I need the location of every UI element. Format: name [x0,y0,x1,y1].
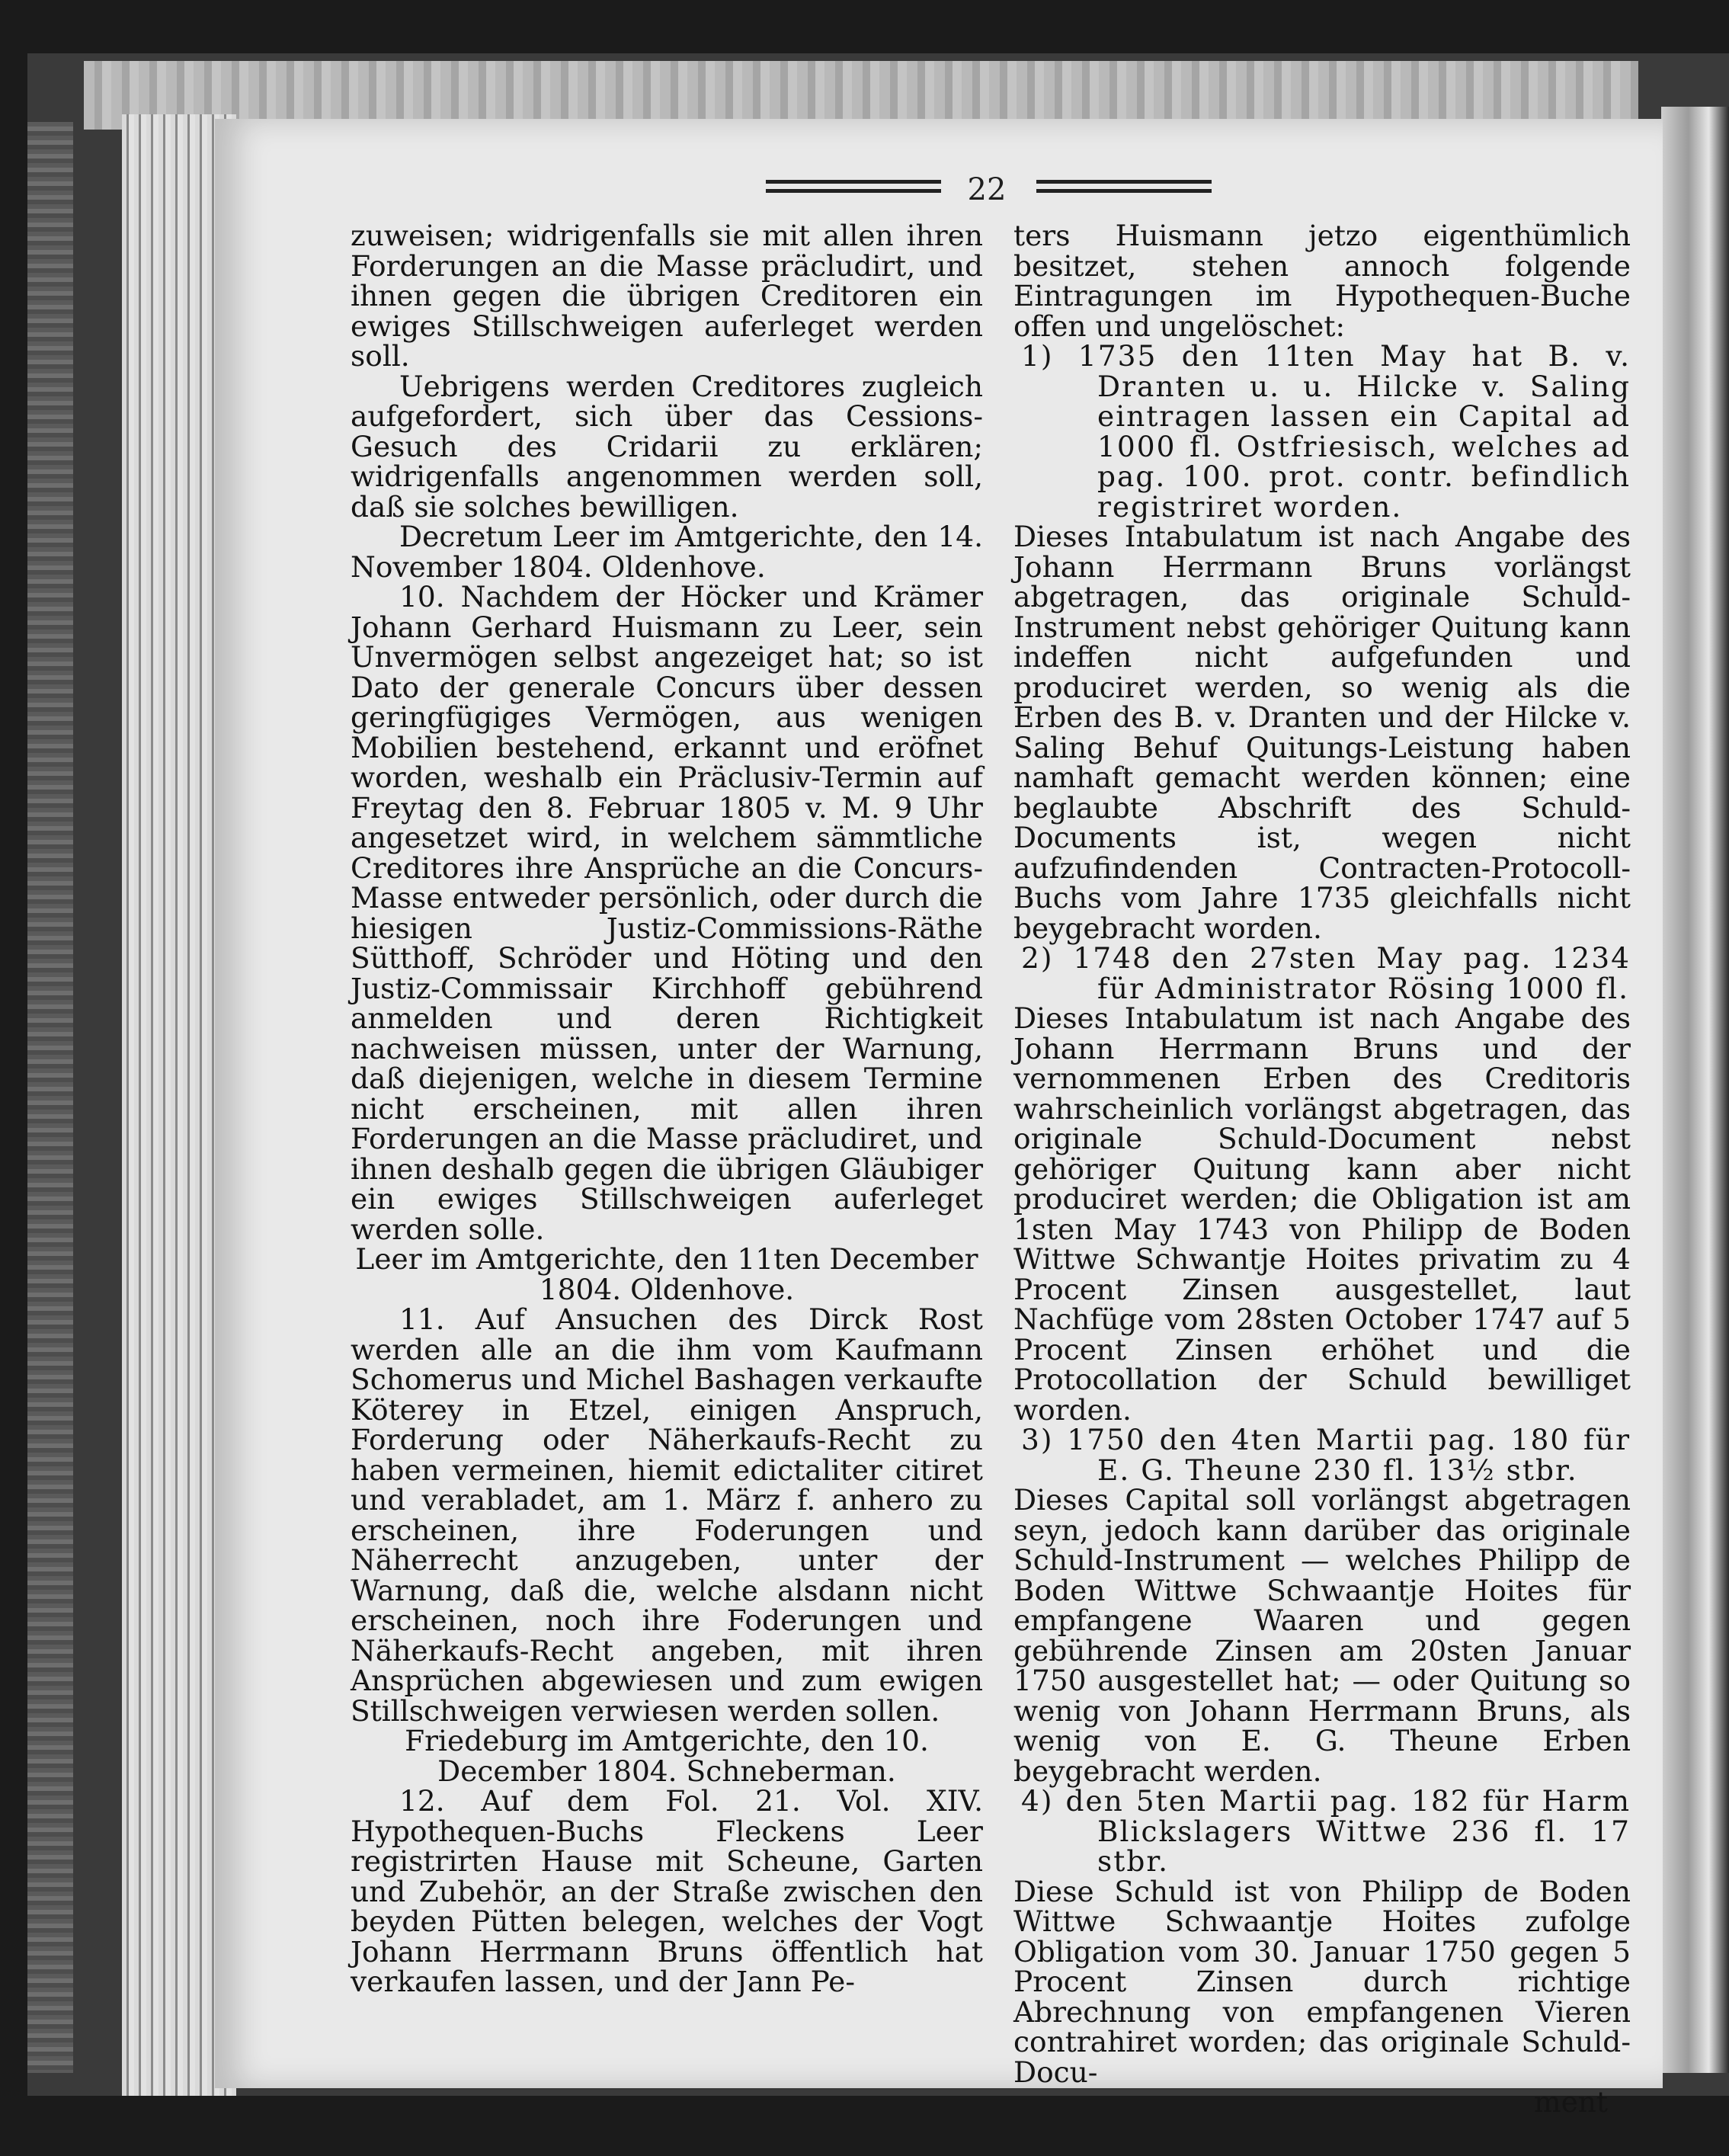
paragraph: Dieses Capital soll vorlängst abgetragen seyn, jedoch kann darüber das originale Schuld-Instrument — welches Philipp de Boden Wittwe Schwaantje Hoites für empfangene Waaren und gegen gebührende Zinsen am 20sten Januar 1750 ausgestellet hat; — oder Quitung so wenig von Johann Herrmann Bruns, als wenig von E. G. Theune Erben beygebracht werden. [1013,1483,1631,1788]
right-column [1013,221,1631,2118]
paragraph: ters Huismann jetzo eigenthümlich besitzet, stehen annoch folgende Eintragungen im Hypothequen-Buche offen und ungelöschet: [1013,219,1631,343]
page-right-edges [1661,107,1729,2073]
paragraph: Dieses Intabulatum ist nach Angabe des Johann Herrmann Bruns vorlängst abgetragen, das originale Schuld-Instrument nebst gehöriger Quitung kann indeffen nicht aufgefunden und produciret werden, so wenig als die Erben des B. v. Dranten und der Hilcke v. Saling Behuf Quitungs-Leistung haben namhaft gemacht werden können; eine beglaubte Abschrift des Schuld-Documents ist, wegen nicht aufzufindenden Contracten-Protocoll-Buchs vom Jahre 1735 gleichfalls nicht beygebracht worden. [1013,520,1631,945]
header-rule-left-2 [766,189,941,193]
paragraph: Dieses Intabulatum ist nach Angabe des Johann Herrmann Bruns und der vernommenen Erben des Creditoris wahrscheinlich vorlängst abgetragen, das originale Schuld-Document nebst gehöriger Quitung kann aber nicht produciret werden; die Obligation ist am 1sten May 1743 von Philipp de Boden Wittwe Schwantje Hoites privatim zu 4 Procent Zinsen ausgestellet, laut Nachfüge vom 28sten October 1747 auf 5 Procent Zinsen erhöhet und die Protocollation der Schuld bewilliget worden. [1013,1001,1631,1427]
notice-12: 12. Auf dem Fol. 21. Vol. XIV. Hypothequen-Buchs Fleckens Leer registrirten Hause mit Scheune, Garten und Zubehör, an der Straße zwischen den beyden Pütten belegen, welches der Vogt Johann Herrmann Bruns öffentlich hat verkaufen lassen, und der Jann Pe- [351,1784,983,1998]
left-column [351,221,983,1997]
catchword: ment [1534,2085,1608,2119]
header-rule-right [1036,180,1212,184]
paragraph: zuweisen; widrigenfalls sie mit allen ihren Forderungen an die Masse präcludirt, und ihnen gegen die übrigen Creditoren ein ewiges Stillschweigen auferleget werden soll. [351,219,983,373]
page-number: 22 [967,172,1007,207]
paragraph: Diese Schuld ist von Philipp de Boden Wittwe Schwaantje Hoites zufolge Obligation vom 30. Januar 1750 gegen 5 Procent Zinsen durch richtige Abrechnung von empfangenen Vieren contrahiret worden; das originale Schuld-Docu- [1013,1874,1631,2089]
entry-4: 4) den 5ten Martii pag. 182 für Harm Blickslagers Wittwe 236 fl. 17 stbr. [1021,1784,1631,1878]
book-spine [27,122,73,2073]
entry-1: 1) 1735 den 11ten May hat B. v. Dranten u. u. Hilcke v. Saling eintragen lassen ein Capital ad 1000 fl. Ostfriesisch, welches ad pag. 100. prot. contr. befindlich registriret worden. [1021,339,1631,524]
decree-signature: Leer im Amtgerichte, den 11ten December 1804. Oldenhove. [355,1242,978,1306]
decree-signature: Friedeburg im Amtgerichte, den 10. December 1804. Schneberman. [405,1724,929,1788]
notice-11: 11. Auf Ansuchen des Dirck Rost werden alle an die ihm vom Kaufmann Schomerus und Michel Bashagen verkaufte Köterey in Etzel, einigen Anspruch, Forderung oder Näherkaufs-Recht zu haben vermeinen, hiemit edictaliter citiret und verabladet, am 1. März f. anhero zu erscheinen, ihre Foderungen und Näherrecht anzugeben, unter der Warnung, daß die, welche alsdann nicht erscheinen, noch ihre Foderungen und Näherkaufs-Recht angeben, mit ihren Ansprüchen abgewiesen und zum ewigen Stillschweigen verwiesen werden sollen. [351,1302,983,1728]
decree-signature: Decretum Leer im Amtgerichte, den 14. November 1804. Oldenhove. [351,520,983,584]
paragraph: Uebrigens werden Creditores zugleich aufgefordert, sich über das Cessions-Gesuch des Cridarii zu erklären; widrigenfalls angenommen werden soll, daß sie solches bewilligen. [351,369,983,524]
entry-3: 3) 1750 den 4ten Martii pag. 180 für E. G. Theune 230 fl. 13½ stbr. [1021,1423,1631,1487]
entry-2: 2) 1748 den 27sten May pag. 1234 für Administrator Rösing 1000 fl. [1021,941,1631,1005]
header-rule-left [766,180,941,184]
notice-10: 10. Nachdem der Höcker und Krämer Johann Gerhard Huismann zu Leer, sein Unvermögen selbst angezeiget hat; so ist Dato der generale Concurs über dessen geringfügiges Vermögen, aus wenigen Mobilien bestehend, erkannt und eröfnet worden, weshalb ein Präclusiv-Termin auf Freytag den 8. Februar 1805 v. M. 9 Uhr angesetzet wird, in welchem sämmtliche Creditores ihre Ansprüche an die Concurs-Masse entweder persönlich, oder durch die hiesigen Justiz-Commissions-Räthe Sütthoff, Schröder und Höting und den Justiz-Commissair Kirchhoff gebührend anmelden und deren Richtigkeit nachweisen müssen, unter der Warnung, daß diejenigen, welche in diesem Termine nicht erscheinen, mit allen ihren Forderungen an die Masse präcludiret, und ihnen deshalb gegen die übrigen Gläubiger ein ewiges Stillschweigen auferleget werden solle. [351,580,983,1246]
header-rule-right-2 [1036,189,1212,193]
